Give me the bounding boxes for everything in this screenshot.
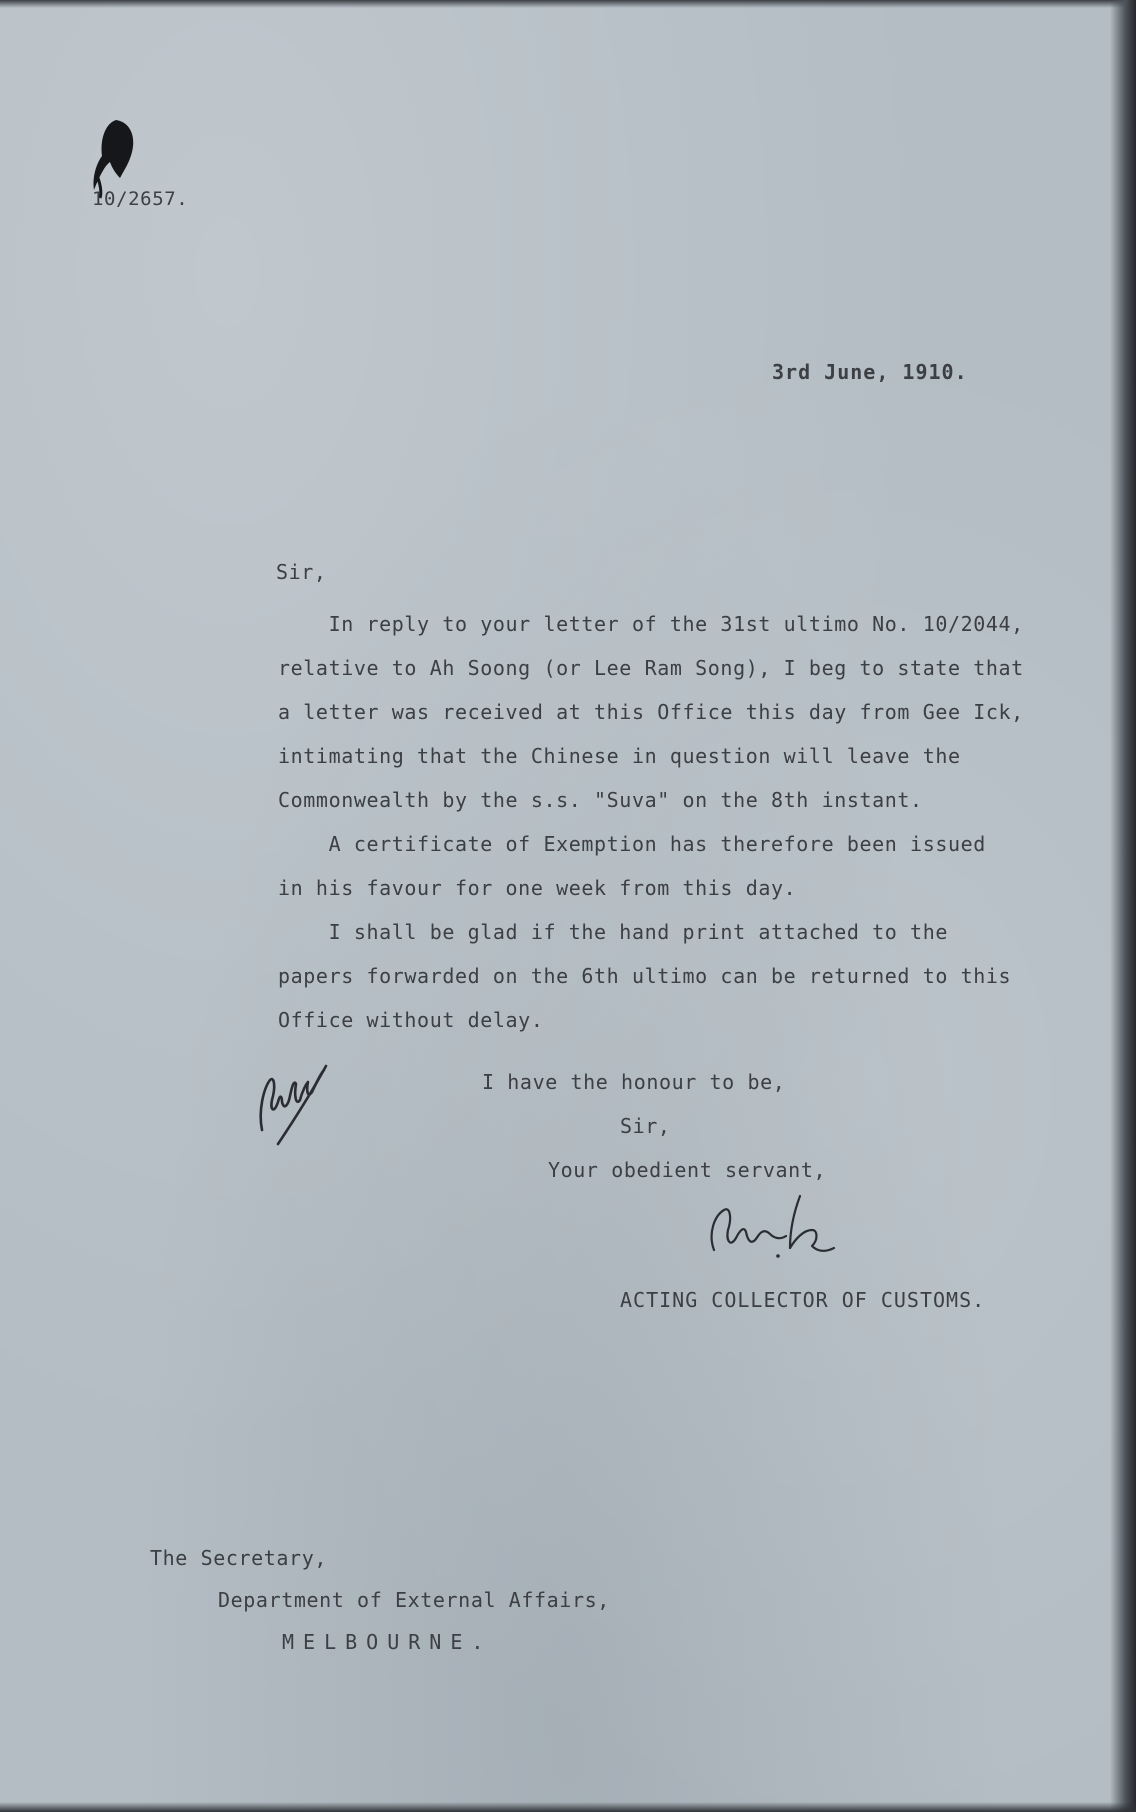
handwritten-signature — [700, 1190, 850, 1270]
addressee-line-2: Department of External Affairs, — [218, 1588, 610, 1612]
page-top-edge — [0, 0, 1136, 8]
closing-line-1: I have the honour to be, — [482, 1070, 786, 1094]
handwritten-initials — [254, 1040, 334, 1150]
body-paragraph-2: A certificate of Exemption has therefore been issued in his favour for one week from this day. — [278, 832, 986, 900]
closing-line-2: Sir, — [620, 1114, 671, 1138]
page-right-edge — [1110, 0, 1136, 1812]
closing-line-3: Your obedient servant, — [548, 1158, 827, 1182]
addressee-line-1: The Secretary, — [150, 1546, 327, 1570]
body-paragraph-3: I shall be glad if the hand print attached to the papers forwarded on the 6th ultimo can be returned to this Office without delay. — [278, 920, 1012, 1032]
body-paragraph-1: In reply to your letter of the 31st ultimo No. 10/2044, relative to Ah Soong (or Lee Ram Song), I beg to state that a letter was received at this Office this day from Gee Ick, intimating that the Chinese in question will leave the Commonwealth by the s.s. "Suva" on the 8th instant. — [278, 612, 1024, 812]
letter-date: 3rd June, 1910. — [772, 360, 968, 384]
page-bottom-edge — [0, 1802, 1136, 1812]
salutation: Sir, — [276, 560, 327, 584]
signatory-title: ACTING COLLECTOR OF CUSTOMS. — [620, 1288, 986, 1312]
addressee-line-3: MELBOURNE. — [282, 1630, 493, 1654]
reference-number: 10/2657. — [92, 188, 189, 210]
